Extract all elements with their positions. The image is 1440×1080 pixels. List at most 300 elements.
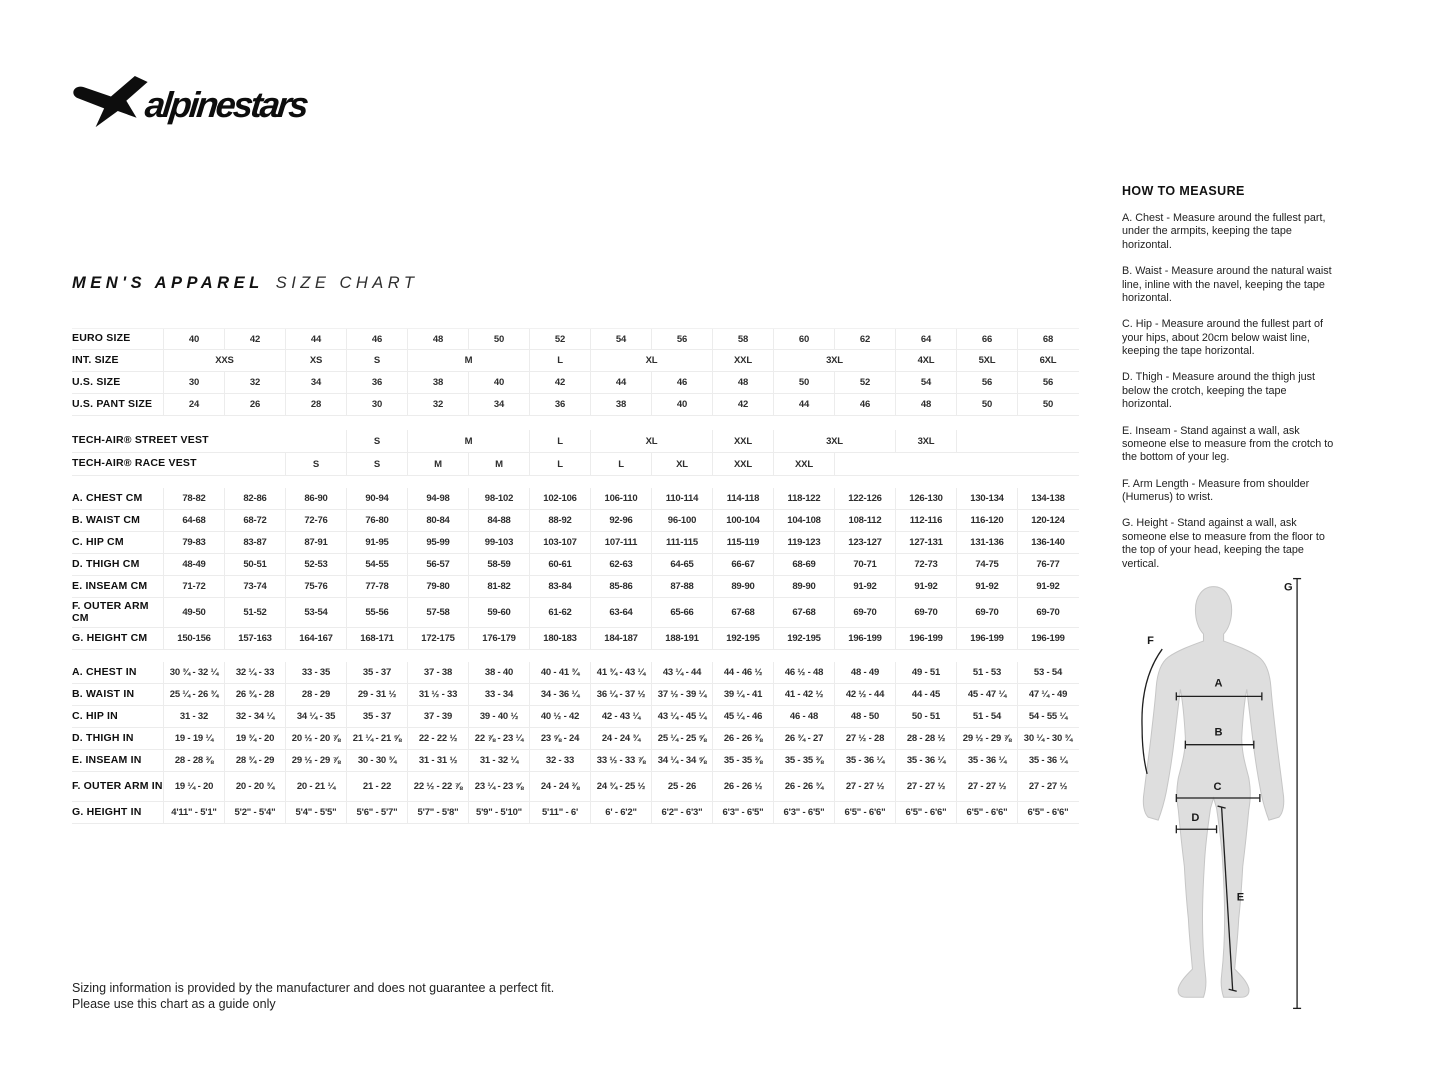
size-cell: 28 ¾ - 29 [224, 750, 285, 771]
disclaimer-line-1: Sizing information is provided by the manufacturer and does not guarantee a perfect fit. [72, 981, 555, 995]
size-cell: 188-191 [651, 628, 712, 649]
size-cell: 23 ⅝ - 24 [529, 728, 590, 749]
table-row-inseam-cm [72, 576, 1079, 598]
table-row-us-size [72, 372, 1079, 394]
size-cell: 24 ¾ - 25 ½ [590, 772, 651, 801]
size-cell: 91-92 [1017, 576, 1078, 597]
size-cell: XL [651, 453, 712, 475]
size-cell: 196-199 [956, 628, 1017, 649]
size-cell: 28 - 29 [285, 684, 346, 705]
size-cell: 35 - 36 ¼ [895, 750, 956, 771]
size-cell: 85-86 [590, 576, 651, 597]
table-row-us-pant-size [72, 394, 1079, 416]
size-cell: 37 - 39 [407, 706, 468, 727]
size-cell: 34 ¼ - 34 ⅝ [651, 750, 712, 771]
size-cell: 44 - 45 [895, 684, 956, 705]
size-cell: 34 [285, 372, 346, 393]
size-cell: 33 ½ - 33 ⅞ [590, 750, 651, 771]
size-cell: 122-126 [834, 488, 895, 509]
row-label-chest-in: A. CHEST IN [72, 665, 137, 678]
size-cell: XXL [773, 453, 834, 475]
size-cell: 64-65 [651, 554, 712, 575]
alpinestars-logo [70, 74, 326, 136]
size-cell: 184-187 [590, 628, 651, 649]
figure-label-height: G [1284, 581, 1293, 594]
size-cell: 30 [346, 394, 407, 415]
row-label-thigh-cm: D. THIGH CM [72, 557, 140, 570]
row-label-height-cm: G. HEIGHT CM [72, 631, 148, 644]
size-cell: 52 [529, 329, 590, 349]
figure-label-hip: C [1213, 780, 1222, 793]
size-cell: 43 ¼ - 44 [651, 662, 712, 683]
size-cell: 24 - 24 ⅜ [529, 772, 590, 801]
size-cell: 54 - 55 ¼ [1017, 706, 1078, 727]
size-cell: 40 [163, 329, 224, 349]
size-cell: 44 [590, 372, 651, 393]
size-cell: 27 - 27 ½ [956, 772, 1017, 801]
size-cell: 56 [956, 372, 1017, 393]
size-cell: 22 ½ - 22 ⅞ [407, 772, 468, 801]
size-cell: 74-75 [956, 554, 1017, 575]
size-cell: 37 ½ - 39 ¼ [651, 684, 712, 705]
size-cell: 25 - 26 [651, 772, 712, 801]
size-cell: 52 [834, 372, 895, 393]
size-cell: 76-80 [346, 510, 407, 531]
size-cell: 69-70 [956, 598, 1017, 627]
size-cell: 4'11" - 5'1" [163, 802, 224, 823]
size-cell: XL [590, 350, 712, 371]
size-cell: 68 [1017, 329, 1078, 349]
size-cell: 79-80 [407, 576, 468, 597]
size-cell: S [346, 430, 407, 452]
size-cell: 44 - 46 ½ [712, 662, 773, 683]
size-cell: 112-116 [895, 510, 956, 531]
size-cell: M [407, 430, 529, 452]
size-cell: 76-77 [1017, 554, 1078, 575]
size-cell: 131-136 [956, 532, 1017, 553]
row-label-thigh-in: D. THIGH IN [72, 731, 134, 744]
size-cell: 53 - 54 [1017, 662, 1078, 683]
size-cell: 50-51 [224, 554, 285, 575]
size-cell: 48 [712, 372, 773, 393]
size-cell: 40 [468, 372, 529, 393]
size-cell: 134-138 [1017, 488, 1078, 509]
body-silhouette-diagram [1128, 568, 1440, 1022]
size-cell: 115-119 [712, 532, 773, 553]
table-row-height-cm [72, 628, 1079, 650]
size-cell: 25 ¼ - 25 ⅝ [651, 728, 712, 749]
size-cell: 126-130 [895, 488, 956, 509]
table-row-outer-arm-cm [72, 598, 1079, 628]
measure-item: G. Height - Stand against a wall, ask someone else to measure from the floor to the top of your head, keeping the tape vertical. [1122, 517, 1325, 570]
size-cell: 27 - 27 ½ [1017, 772, 1078, 801]
size-cell: 114-118 [712, 488, 773, 509]
figure-label-inseam: E [1236, 891, 1245, 904]
size-cell: 28 - 28 ⅜ [163, 750, 224, 771]
size-cell: 26 - 26 ⅜ [712, 728, 773, 749]
size-cell: 40 [651, 394, 712, 415]
size-cell: 32 - 33 [529, 750, 590, 771]
measure-item: A. Chest - Measure around the fullest part, under the armpits, keeping the tape horizontal. [1122, 212, 1326, 251]
size-cell: 23 ¼ - 23 ⅝ [468, 772, 529, 801]
size-cell: 27 - 27 ½ [895, 772, 956, 801]
size-cell: 87-91 [285, 532, 346, 553]
size-cell: XS [285, 350, 346, 371]
size-cell: 130-134 [956, 488, 1017, 509]
size-cell: 44 [773, 394, 834, 415]
size-cell: 21 ¼ - 21 ⅝ [346, 728, 407, 749]
page-title-main: MEN'S APPAREL [72, 274, 264, 292]
size-cell: 35 - 36 ¼ [834, 750, 895, 771]
size-cell: 72-73 [895, 554, 956, 575]
size-cell: 32 [224, 372, 285, 393]
size-cell: 31 - 32 ¼ [468, 750, 529, 771]
table-spacer [72, 416, 1079, 430]
size-cell: 80-84 [407, 510, 468, 531]
row-label-hip-in: C. HIP IN [72, 709, 118, 722]
row-label-us-size: U.S. SIZE [72, 375, 121, 388]
size-cell: 119-123 [773, 532, 834, 553]
size-cell: 192-195 [773, 628, 834, 649]
row-label-outer-arm-in: F. OUTER ARM IN [72, 779, 163, 792]
size-cell: 62 [834, 329, 895, 349]
size-cell: XXL [712, 350, 773, 371]
alpinestars-star-icon [73, 76, 147, 127]
size-cell: 110-114 [651, 488, 712, 509]
size-cell: 31 - 31 ½ [407, 750, 468, 771]
size-cell: 91-95 [346, 532, 407, 553]
size-cell: 28 [285, 394, 346, 415]
row-label-chest-cm: A. CHEST CM [72, 491, 143, 504]
size-cell: 59-60 [468, 598, 529, 627]
size-cell: 86-90 [285, 488, 346, 509]
size-cell: 103-107 [529, 532, 590, 553]
size-cell: 38 - 40 [468, 662, 529, 683]
size-cell: 33 - 34 [468, 684, 529, 705]
size-cell: 46 [834, 394, 895, 415]
size-cell: 54 [590, 329, 651, 349]
figure-label-waist: B [1214, 726, 1223, 739]
size-cell: 46 [346, 329, 407, 349]
size-cell: L [590, 453, 651, 475]
size-cell: 5'6" - 5'7" [346, 802, 407, 823]
size-cell: 5'4" - 5'5" [285, 802, 346, 823]
size-cell: 48 - 50 [834, 706, 895, 727]
size-cell: 42 [529, 372, 590, 393]
size-cell: 42 [224, 329, 285, 349]
size-cell: 44 [285, 329, 346, 349]
size-cell: 53-54 [285, 598, 346, 627]
size-cell: 60 [773, 329, 834, 349]
size-cell: 6'3" - 6'5" [712, 802, 773, 823]
size-cell: 51-52 [224, 598, 285, 627]
size-cell: 34 ¼ - 35 [285, 706, 346, 727]
size-cell: 3XL [895, 430, 956, 452]
size-cell [834, 453, 1078, 475]
size-cell: 192-195 [712, 628, 773, 649]
size-cell: 65-66 [651, 598, 712, 627]
size-cell: 92-96 [590, 510, 651, 531]
size-cell: 30 [163, 372, 224, 393]
size-cell: 37 - 38 [407, 662, 468, 683]
size-cell: M [468, 453, 529, 475]
size-cell: 39 - 40 ½ [468, 706, 529, 727]
how-to-measure-title: HOW TO MEASURE [1122, 184, 1245, 198]
size-cell: 6'3" - 6'5" [773, 802, 834, 823]
page-title [72, 274, 418, 293]
row-label-outer-arm-cm: F. OUTER ARM CM [72, 599, 149, 624]
table-row-waist-in [72, 684, 1079, 706]
measure-item: B. Waist - Measure around the natural waist line, inline with the navel, keeping the tape horizontal. [1122, 265, 1332, 304]
row-label-int-size: INT. SIZE [72, 353, 119, 366]
row-label-hip-cm: C. HIP CM [72, 535, 124, 548]
size-cell: 32 [407, 394, 468, 415]
size-cell: 27 - 27 ½ [834, 772, 895, 801]
row-label-height-in: G. HEIGHT IN [72, 805, 142, 818]
size-cell: 47 ¼ - 49 [1017, 684, 1078, 705]
size-cell: 30 ¼ - 30 ¾ [1017, 728, 1078, 749]
size-cell: L [529, 350, 590, 371]
alpinestars-wordmark: alpinestars [143, 84, 309, 125]
size-cell: 46 [651, 372, 712, 393]
size-cell: 77-78 [346, 576, 407, 597]
size-cell: M [407, 350, 529, 371]
size-cell: 24 - 24 ¾ [590, 728, 651, 749]
size-cell: 100-104 [712, 510, 773, 531]
size-cell: 89-90 [773, 576, 834, 597]
size-cell: 69-70 [834, 598, 895, 627]
size-cell: 5'2" - 5'4" [224, 802, 285, 823]
size-cell: 107-111 [590, 532, 651, 553]
size-cell: 64-68 [163, 510, 224, 531]
size-cell: 46 - 48 [773, 706, 834, 727]
size-cell: 70-71 [834, 554, 895, 575]
table-row-waist-cm [72, 510, 1079, 532]
size-cell: 116-120 [956, 510, 1017, 531]
size-cell: 127-131 [895, 532, 956, 553]
size-cell: 20 ½ - 20 ⅞ [285, 728, 346, 749]
size-cell: 19 - 19 ¼ [163, 728, 224, 749]
measure-item: E. Inseam - Stand against a wall, ask someone else to measure from the crotch to the bottom of your leg. [1122, 424, 1334, 464]
size-cell: 3XL [773, 350, 895, 371]
size-cell: 94-98 [407, 488, 468, 509]
size-cell: 6'5" - 6'6" [1017, 802, 1078, 823]
size-cell: 78-82 [163, 488, 224, 509]
size-cell: 49-50 [163, 598, 224, 627]
row-label-tech-air-street-vest: TECH-AIR® STREET VEST [72, 434, 209, 447]
size-cell: 31 - 32 [163, 706, 224, 727]
size-cell: 168-171 [346, 628, 407, 649]
size-cell: 83-84 [529, 576, 590, 597]
size-cell: 50 [468, 329, 529, 349]
table-row-height-in [72, 802, 1079, 824]
size-cell: 40 ½ - 42 [529, 706, 590, 727]
size-cell: 50 - 51 [895, 706, 956, 727]
size-cell: 69-70 [1017, 598, 1078, 627]
size-cell: 82-86 [224, 488, 285, 509]
size-cell: 36 [529, 394, 590, 415]
size-cell: 6XL [1017, 350, 1078, 371]
size-cell: 91-92 [956, 576, 1017, 597]
size-cell: 67-68 [712, 598, 773, 627]
size-cell: 35 - 35 ⅜ [712, 750, 773, 771]
size-cell: 26 ¾ - 27 [773, 728, 834, 749]
size-cell: 83-87 [224, 532, 285, 553]
size-cell: 36 [346, 372, 407, 393]
size-cell: 96-100 [651, 510, 712, 531]
size-cell: 19 ¾ - 20 [224, 728, 285, 749]
disclaimer [72, 981, 554, 1012]
size-cell: 43 ¼ - 45 ¼ [651, 706, 712, 727]
size-cell: 30 - 30 ¾ [346, 750, 407, 771]
size-cell: 95-99 [407, 532, 468, 553]
table-row-thigh-in [72, 728, 1079, 750]
size-cell: 6'5" - 6'6" [834, 802, 895, 823]
table-row-inseam-in [72, 750, 1079, 772]
size-cell: 180-183 [529, 628, 590, 649]
size-cell: 26 - 26 ¾ [773, 772, 834, 801]
figure-label-thigh: D [1191, 812, 1200, 825]
size-cell: 24 [163, 394, 224, 415]
size-cell: 34 - 36 ¼ [529, 684, 590, 705]
size-cell: 58 [712, 329, 773, 349]
size-table [72, 328, 1079, 824]
size-cell: 45 - 47 ¼ [956, 684, 1017, 705]
size-cell: 150-156 [163, 628, 224, 649]
size-cell: 123-127 [834, 532, 895, 553]
size-cell: 32 ¼ - 33 [224, 662, 285, 683]
size-cell: 52-53 [285, 554, 346, 575]
table-row-int-size [72, 350, 1079, 372]
size-cell: 27 ½ - 28 [834, 728, 895, 749]
size-cell: 57-58 [407, 598, 468, 627]
size-cell: 63-64 [590, 598, 651, 627]
row-label-inseam-in: E. INSEAM IN [72, 753, 142, 766]
size-cell: 31 ½ - 33 [407, 684, 468, 705]
size-cell: 50 [773, 372, 834, 393]
size-cell: 62-63 [590, 554, 651, 575]
size-cell: 46 ½ - 48 [773, 662, 834, 683]
size-cell: 60-61 [529, 554, 590, 575]
size-cell: 48 - 49 [834, 662, 895, 683]
size-cell: 88-92 [529, 510, 590, 531]
size-cell: 172-175 [407, 628, 468, 649]
size-cell: XXS [163, 350, 285, 371]
table-row-hip-cm [72, 532, 1079, 554]
size-cell: 50 [956, 394, 1017, 415]
size-cell: 41 - 42 ½ [773, 684, 834, 705]
size-cell: 196-199 [834, 628, 895, 649]
row-label-inseam-cm: E. INSEAM CM [72, 579, 148, 592]
size-cell: 28 - 28 ½ [895, 728, 956, 749]
size-cell: 66 [956, 329, 1017, 349]
size-cell: 48-49 [163, 554, 224, 575]
size-cell: 72-76 [285, 510, 346, 531]
size-cell: 5XL [956, 350, 1017, 371]
size-cell: 42 [712, 394, 773, 415]
size-cell: 99-103 [468, 532, 529, 553]
size-cell: 36 ¼ - 37 ½ [590, 684, 651, 705]
size-cell: 164-167 [285, 628, 346, 649]
size-cell: XXL [712, 430, 773, 452]
size-cell: 42 - 43 ¼ [590, 706, 651, 727]
size-cell: 68-69 [773, 554, 834, 575]
measurement-figure [1128, 568, 1440, 1022]
size-cell: 90-94 [346, 488, 407, 509]
size-cell: 33 - 35 [285, 662, 346, 683]
size-cell: 6'2" - 6'3" [651, 802, 712, 823]
table-spacer [72, 476, 1079, 488]
size-cell: 51 - 53 [956, 662, 1017, 683]
size-cell: 68-72 [224, 510, 285, 531]
size-cell: 58-59 [468, 554, 529, 575]
row-label-us-pant-size: U.S. PANT SIZE [72, 397, 153, 410]
table-row-tech-air-street-vest [72, 430, 1079, 453]
size-cell: M [407, 453, 468, 475]
size-cell: 29 ½ - 29 ⅞ [956, 728, 1017, 749]
size-cell: 35 - 37 [346, 662, 407, 683]
size-cell: 20 - 20 ¾ [224, 772, 285, 801]
size-cell [956, 430, 1078, 452]
row-label-euro-size: EURO SIZE [72, 332, 131, 345]
size-cell: 4XL [895, 350, 956, 371]
size-cell: 81-82 [468, 576, 529, 597]
table-spacer [72, 650, 1079, 662]
size-cell: 26 [224, 394, 285, 415]
size-cell: 49 - 51 [895, 662, 956, 683]
table-row-chest-in [72, 662, 1079, 684]
size-cell: 56 [651, 329, 712, 349]
size-cell: 41 ¾ - 43 ¼ [590, 662, 651, 683]
size-cell: 34 [468, 394, 529, 415]
size-cell: 35 - 36 ¼ [1017, 750, 1078, 771]
measure-item: F. Arm Length - Measure from shoulder (Humerus) to wrist. [1122, 477, 1310, 503]
size-cell: 54-55 [346, 554, 407, 575]
disclaimer-line-2: Please use this chart as a guide only [72, 996, 276, 1011]
size-cell: 6' - 6'2" [590, 802, 651, 823]
size-cell: 91-92 [895, 576, 956, 597]
measure-item: C. Hip - Measure around the fullest part of your hips, about 20cm below waist line, keeping the tape horizontal. [1122, 318, 1324, 357]
size-cell: 25 ¼ - 26 ¾ [163, 684, 224, 705]
size-cell: S [285, 453, 346, 475]
size-cell: 6'5" - 6'6" [956, 802, 1017, 823]
size-cell: L [529, 453, 590, 475]
size-cell: S [346, 350, 407, 371]
size-cell: 91-92 [834, 576, 895, 597]
size-cell: 29 ½ - 29 ⅞ [285, 750, 346, 771]
size-cell: 55-56 [346, 598, 407, 627]
size-cell: 22 - 22 ½ [407, 728, 468, 749]
row-label-waist-in: B. WAIST IN [72, 687, 135, 700]
size-cell: 32 - 34 ¼ [224, 706, 285, 727]
size-cell: 75-76 [285, 576, 346, 597]
size-cell: 50 [1017, 394, 1078, 415]
size-cell: 40 - 41 ¾ [529, 662, 590, 683]
size-cell: 30 ¾ - 32 ¼ [163, 662, 224, 683]
size-cell: 35 - 36 ¼ [956, 750, 1017, 771]
size-cell: 106-110 [590, 488, 651, 509]
size-cell: 66-67 [712, 554, 773, 575]
size-cell: 38 [407, 372, 468, 393]
size-cell: 73-74 [224, 576, 285, 597]
size-cell: 64 [895, 329, 956, 349]
size-cell: 21 - 22 [346, 772, 407, 801]
size-cell: 39 ¼ - 41 [712, 684, 773, 705]
size-cell: 196-199 [1017, 628, 1078, 649]
size-cell: XL [590, 430, 712, 452]
size-cell: 6'5" - 6'6" [895, 802, 956, 823]
size-cell: 176-179 [468, 628, 529, 649]
